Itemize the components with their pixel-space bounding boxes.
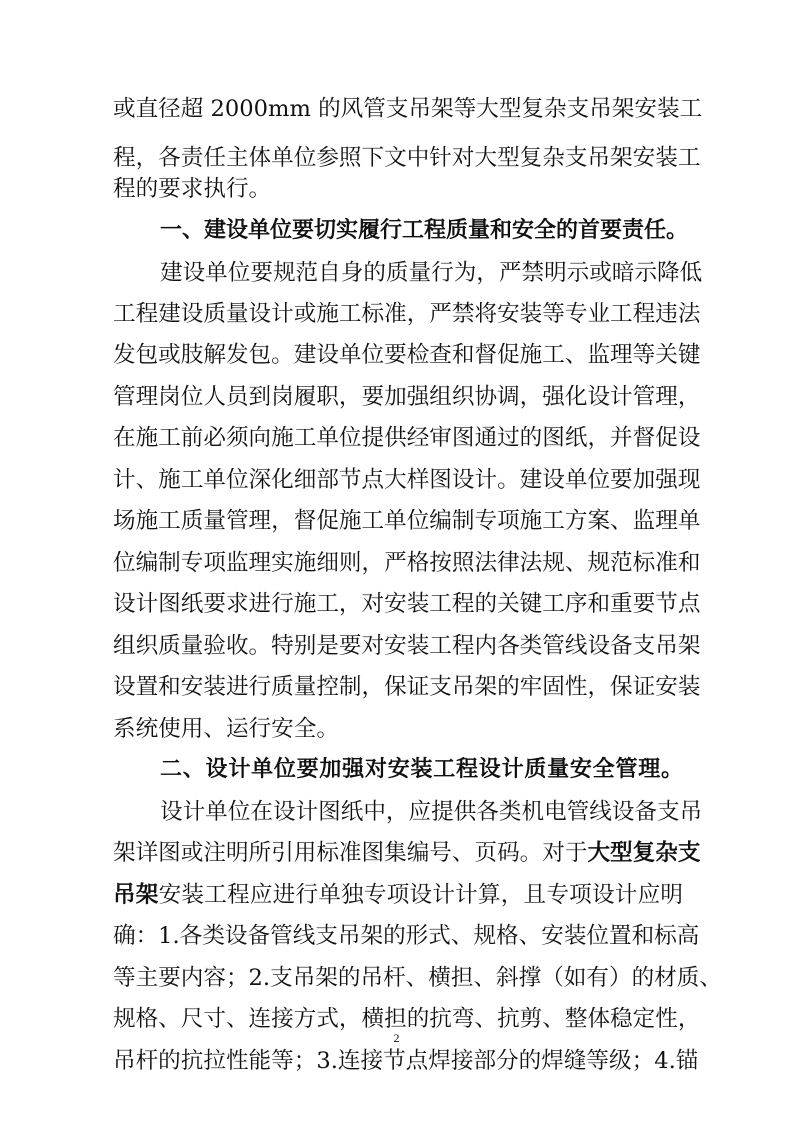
text-line: 在施工前必须向施工单位提供经审图通过的图纸，并督促设: [113, 425, 701, 451]
bold-text: 大型复杂支: [587, 840, 701, 866]
text-line: 设置和安装进行质量控制，保证支吊架的牢固性，保证安装: [113, 674, 701, 700]
text-line: 程，各责任主体单位参照下文中针对大型复杂支吊架安装工: [113, 145, 701, 171]
text-line: 或直径超 2000mm 的风管支吊架等大型复杂支吊架安装工: [113, 96, 703, 122]
text-line: 计、施工单位深化细部节点大样图设计。建设单位要加强现: [113, 467, 701, 493]
text-line: 设计图纸要求进行施工，对安装工程的关键工序和重要节点: [113, 591, 701, 617]
text-line: 程的要求执行。: [113, 176, 272, 202]
text-segment: 架详图或注明所引用标准图集编号、页码。对于: [113, 840, 588, 866]
text-line: 建设单位要规范自身的质量行为，严禁明示或暗示降低: [160, 260, 703, 286]
text-line: 规格、尺寸、连接方式，横担的抗弯、抗剪、整体稳定性，: [113, 1006, 701, 1032]
text-line: 确：1.各类设备管线支吊架的形式、规格、安装位置和标高: [113, 923, 700, 949]
text-line: 场施工质量管理，督促施工单位编制专项施工方案、监理单: [113, 508, 701, 534]
text-line: 工程建设质量设计或施工标准，严禁将安装等专业工程违法: [113, 301, 701, 327]
bold-text: 吊架: [113, 882, 159, 908]
section-heading-2: 二、设计单位要加强对安装工程设计质量安全管理。: [160, 757, 683, 782]
text-line: [113, 880, 683, 910]
text-line: 等主要内容；2.支吊架的吊杆、横担、斜撑（如有）的材质、: [113, 965, 722, 991]
section-heading-1: 一、建设单位要切实履行工程质量和安全的首要责任。: [160, 218, 689, 243]
text-line: 发包或肢解发包。建设单位要检查和督促施工、监理等关键: [113, 342, 701, 368]
text-line: 设计单位在设计图纸中，应提供各类机电管线设备支吊: [160, 799, 703, 825]
page-number: 2: [393, 1031, 400, 1045]
text-line: 管理岗位人员到岗履职，要加强组织协调，强化设计管理，: [113, 384, 701, 410]
text-line: 组织质量验收。特别是要对安装工程内各类管线设备支吊架: [113, 633, 701, 659]
text-segment: 安装工程应进行单独专项设计计算，且专项设计应明: [158, 882, 684, 908]
text-line: 吊杆的抗拉性能等；3.连接节点焊接部分的焊缝等级；4.锚: [113, 1048, 699, 1074]
text-line: 位编制专项监理实施细则，严格按照法律法规、规范标准和: [113, 550, 701, 576]
text-line: 系统使用、运行安全。: [113, 716, 339, 742]
text-line: [113, 838, 701, 868]
